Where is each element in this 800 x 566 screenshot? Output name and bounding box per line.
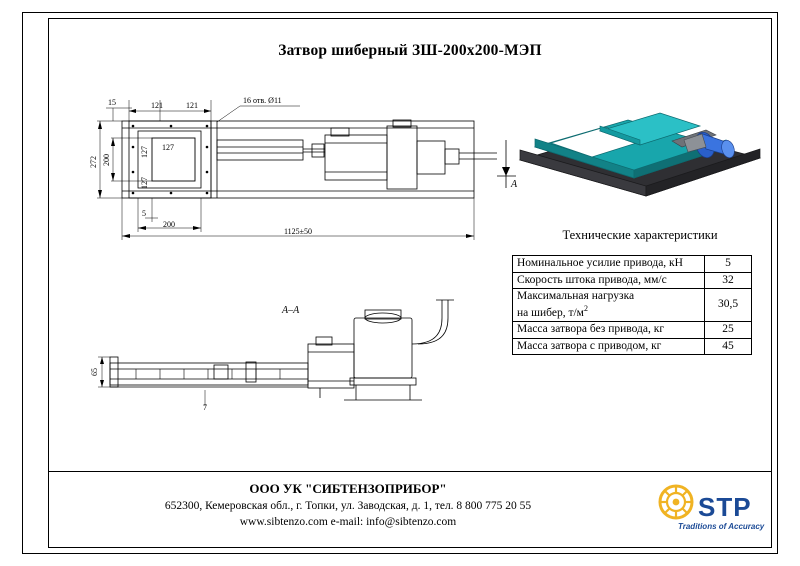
table-row [513,272,752,289]
dim-272: 272 [89,156,98,168]
table-row [513,322,752,339]
dim-127-b: 127 [140,177,149,189]
spec-label-line2: на шибер, т/м [517,306,584,319]
spec-value: 5 [705,256,752,273]
table-row [513,289,752,322]
spec-label-line1: Максимальная нагрузка [517,290,635,303]
spec-label: Масса затвора без привода, кг [513,322,705,339]
company-address: 652300, Кемеровская обл., г. Топки, ул. Заводская, д. 1, тел. 8 800 775 20 55 [164,500,532,512]
page-title: Затвор шиберный ЗШ-200х200-МЭП [278,42,542,59]
dim-127-c: 127 [162,143,174,152]
table-row [513,256,752,273]
spec-label: Номинальное усилие привода, кН [513,256,705,273]
table-row [513,338,752,355]
spec-label: Масса затвора с приводом, кг [513,338,705,355]
dim-121-right: 121 [186,101,198,110]
dim-127-a: 127 [140,146,149,158]
spec-label-superscript: 2 [583,303,588,313]
company-name: ООО УК "СИБТЕНЗОПРИБОР" [249,481,447,496]
spec-heading: Технические характеристики [562,228,718,242]
spec-value: 30,5 [705,289,752,322]
logo-text: STP [698,492,752,522]
spec-value: 32 [705,272,752,289]
dim-overall-length: 1125±50 [283,227,313,236]
dim-holes-note: 16 отв. Ø11 [243,96,282,105]
dim-65: 65 [90,368,99,376]
company-web-email: www.sibtenzo.com e-mail: info@sibtenzo.com [239,516,457,528]
spec-table [512,255,752,355]
title-block [48,471,772,548]
spec-value: 45 [705,338,752,355]
spec-label: Скорость штока привода, мм/с [513,272,705,289]
dim-7: 7 [203,403,207,412]
dim-200-vertical: 200 [102,154,111,166]
spec-label [513,289,705,322]
dim-200-horizontal: 200 [163,220,175,229]
dim-121-left: 121 [151,101,163,110]
company-logo [656,480,772,538]
logo-tagline: Traditions of Accuracy [678,522,765,531]
dim-5: 5 [142,209,146,218]
dim-15: 15 [108,98,116,107]
section-caption: А–А [282,305,300,316]
spec-value: 25 [705,322,752,339]
section-marker-a-top: A [511,179,518,190]
